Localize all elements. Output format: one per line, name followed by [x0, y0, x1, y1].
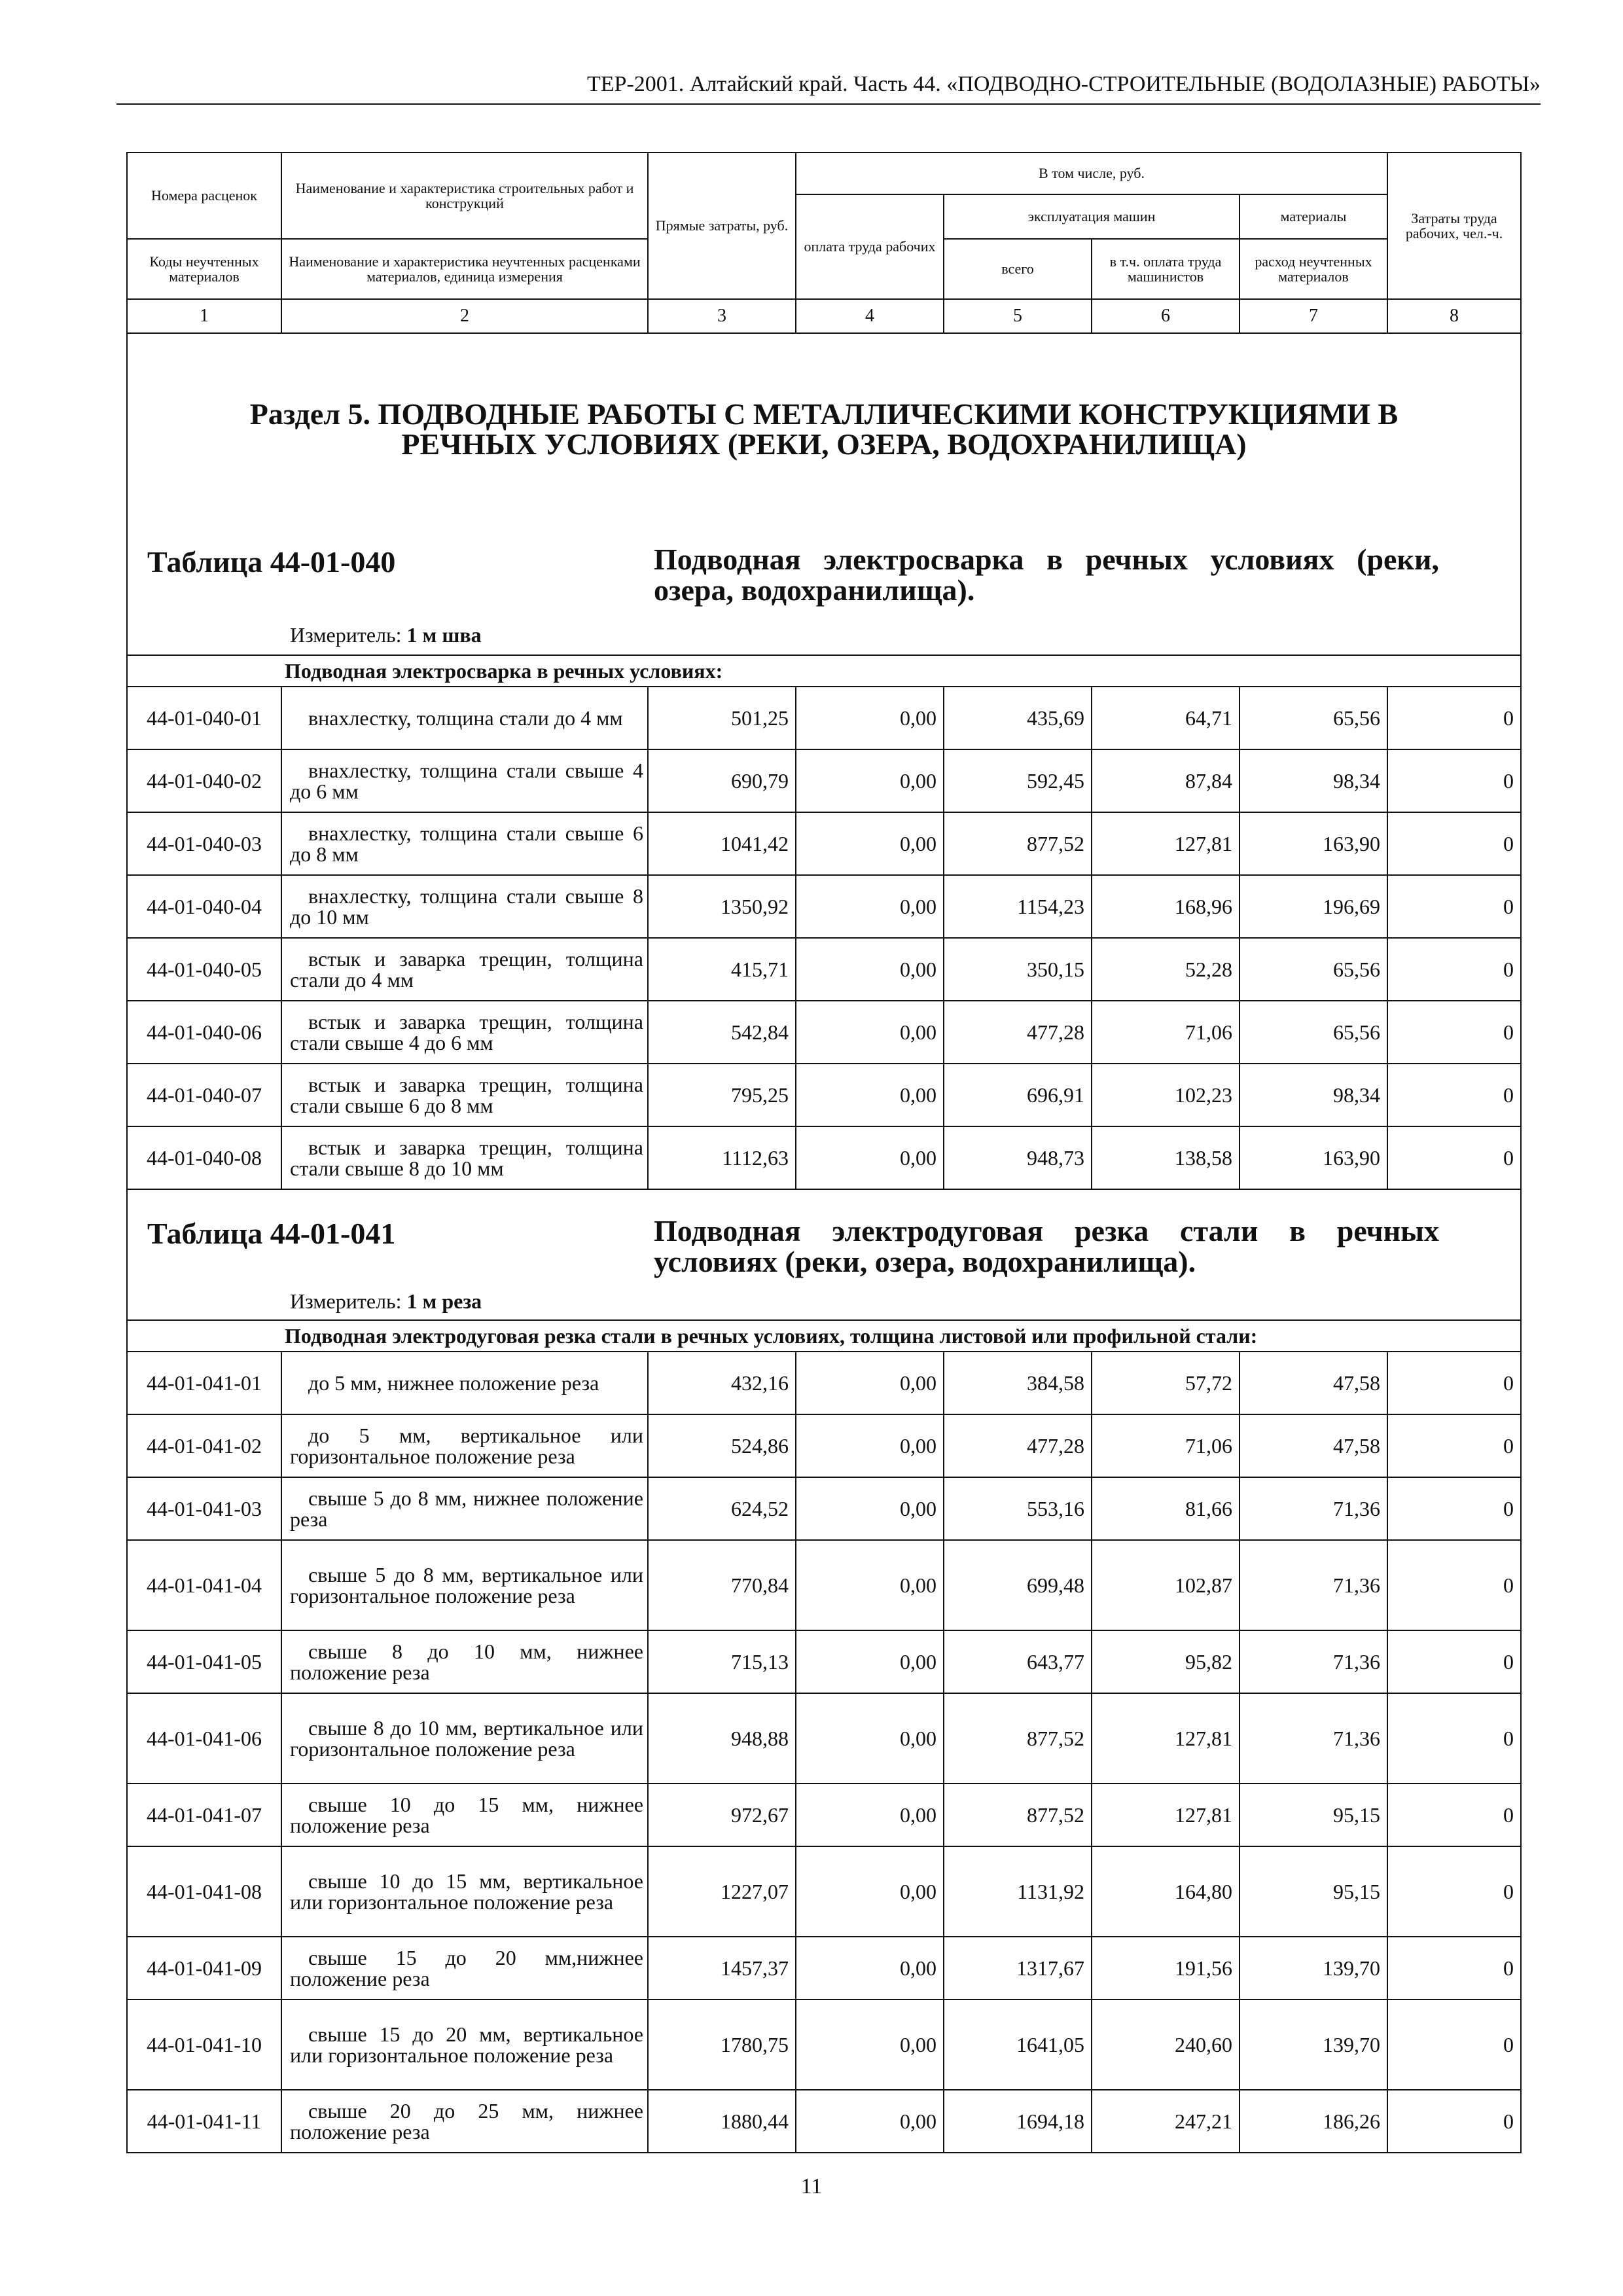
rate-code: 44-01-040-08 [127, 1126, 281, 1189]
worker-pay-value: 0,00 [796, 812, 944, 875]
direct-costs-value: 1350,92 [648, 875, 796, 938]
table-row [127, 938, 1521, 1001]
work-description [281, 1693, 648, 1784]
work-description-text: свыше 10 до 15 мм, нижнее положение реза [290, 1793, 643, 1837]
measure-unit: 1 м шва [406, 623, 482, 647]
operator-pay-value: 102,87 [1092, 1540, 1240, 1630]
table2-rows [127, 1352, 1521, 2153]
column-number: 7 [1240, 299, 1387, 333]
operator-pay-value: 127,81 [1092, 1693, 1240, 1784]
table2-name: Таблица 44-01-041 [147, 1217, 396, 1250]
header-operator-pay: в т.ч. оплата труда машинистов [1092, 239, 1240, 299]
rate-code: 44-01-041-04 [127, 1540, 281, 1630]
work-description-text: свыше 15 до 20 мм, вертикальное или горизонтальное положение реза [290, 2022, 643, 2067]
worker-pay-value: 0,00 [796, 1846, 944, 1937]
operator-pay-value: 81,66 [1092, 1477, 1240, 1540]
work-description-text: свыше 8 до 10 мм, вертикальное или горизонтальное положение реза [290, 1716, 643, 1761]
direct-costs-value: 795,25 [648, 1064, 796, 1126]
header-material-codes: Коды неучтенных материалов [127, 239, 281, 299]
direct-costs-value: 690,79 [648, 749, 796, 812]
page-header: ТЕР-2001. Алтайский край. Часть 44. «ПОДВОДНО-СТРОИТЕЛЬНЫЕ (ВОДОЛАЗНЫЕ) РАБОТЫ» [116, 72, 1541, 105]
section-title-line: Раздел 5. ПОДВОДНЫЕ РАБОТЫ С МЕТАЛЛИЧЕСКИМИ КОНСТРУКЦИЯМИ В [249, 397, 1399, 431]
rate-code: 44-01-041-03 [127, 1477, 281, 1540]
materials-value: 71,36 [1240, 1477, 1387, 1540]
machines-total-value: 477,28 [944, 1001, 1092, 1064]
direct-costs-value: 542,84 [648, 1001, 796, 1064]
machines-total-value: 643,77 [944, 1630, 1092, 1693]
worker-pay-value: 0,00 [796, 1784, 944, 1846]
work-description [281, 1630, 648, 1693]
materials-value: 95,15 [1240, 1784, 1387, 1846]
materials-value: 65,56 [1240, 687, 1387, 749]
direct-costs-value: 770,84 [648, 1540, 796, 1630]
labor-hours-value: 0 [1387, 1064, 1521, 1126]
materials-value: 95,15 [1240, 1846, 1387, 1937]
worker-pay-value: 0,00 [796, 1540, 944, 1630]
operator-pay-value: 52,28 [1092, 938, 1240, 1001]
work-description [281, 1784, 648, 1846]
labor-hours-value: 0 [1387, 1846, 1521, 1937]
operator-pay-value: 138,58 [1092, 1126, 1240, 1189]
worker-pay-value: 0,00 [796, 1937, 944, 2000]
rate-code: 44-01-041-06 [127, 1693, 281, 1784]
direct-costs-value: 524,86 [648, 1414, 796, 1477]
rate-code: 44-01-040-04 [127, 875, 281, 938]
work-description-text: внахлестку, толщина стали свыше 6 до 8 мм [290, 821, 643, 866]
labor-hours-value: 0 [1387, 875, 1521, 938]
table-row [127, 1937, 1521, 2000]
table1-rows [127, 687, 1521, 1189]
table-row [127, 687, 1521, 749]
header-materials: материалы [1240, 194, 1387, 239]
work-description-text: встык и заварка трещин, толщина стали свыше 4 до 6 мм [290, 1010, 643, 1054]
worker-pay-value: 0,00 [796, 2000, 944, 2090]
worker-pay-value: 0,00 [796, 687, 944, 749]
table-row [127, 812, 1521, 875]
worker-pay-value: 0,00 [796, 1693, 944, 1784]
work-description [281, 1937, 648, 2000]
materials-value: 98,34 [1240, 749, 1387, 812]
operator-pay-value: 247,21 [1092, 2090, 1240, 2153]
table2-group-title: Подводная электродуговая резка стали в речных условиях, толщина листовой или профильной стали: [127, 1320, 1521, 1352]
table2-header [127, 1189, 1521, 1320]
direct-costs-value: 1457,37 [648, 1937, 796, 2000]
labor-hours-value: 0 [1387, 1540, 1521, 1630]
work-description-text: до 5 мм, вертикальное или горизонтальное положение реза [290, 1424, 643, 1468]
work-description [281, 687, 648, 749]
worker-pay-value: 0,00 [796, 1001, 944, 1064]
materials-value: 71,36 [1240, 1693, 1387, 1784]
measure-label: Измеритель: [290, 1289, 402, 1313]
direct-costs-value: 972,67 [648, 1784, 796, 1846]
operator-pay-value: 127,81 [1092, 1784, 1240, 1846]
rate-code: 44-01-040-02 [127, 749, 281, 812]
table-row [127, 1126, 1521, 1189]
table-row [127, 1630, 1521, 1693]
header-rate-numbers: Номера расценок [127, 152, 281, 239]
machines-total-value: 696,91 [944, 1064, 1092, 1126]
machines-total-value: 1641,05 [944, 2000, 1092, 2090]
table1-name: Таблица 44-01-040 [147, 545, 396, 579]
rate-code: 44-01-041-10 [127, 2000, 281, 2090]
machines-total-value: 350,15 [944, 938, 1092, 1001]
machines-total-value: 1154,23 [944, 875, 1092, 938]
work-description [281, 875, 648, 938]
materials-value: 65,56 [1240, 1001, 1387, 1064]
labor-hours-value: 0 [1387, 749, 1521, 812]
worker-pay-value: 0,00 [796, 875, 944, 938]
rate-code: 44-01-041-01 [127, 1352, 281, 1414]
direct-costs-value: 715,13 [648, 1630, 796, 1693]
work-description-text: свыше 10 до 15 мм, вертикальное или горизонтальное положение реза [290, 1869, 643, 1914]
page-number: 11 [800, 2174, 823, 2198]
rate-code: 44-01-041-07 [127, 1784, 281, 1846]
labor-hours-value: 0 [1387, 1352, 1521, 1414]
work-description [281, 1001, 648, 1064]
direct-costs-value: 1041,42 [648, 812, 796, 875]
labor-hours-value: 0 [1387, 1126, 1521, 1189]
operator-pay-value: 57,72 [1092, 1352, 1240, 1414]
operator-pay-value: 87,84 [1092, 749, 1240, 812]
worker-pay-value: 0,00 [796, 2090, 944, 2153]
operator-pay-value: 95,82 [1092, 1630, 1240, 1693]
header-direct-costs: Прямые затраты, руб. [648, 152, 796, 299]
machines-total-value: 553,16 [944, 1477, 1092, 1540]
worker-pay-value: 0,00 [796, 1126, 944, 1189]
work-description-text: свыше 20 до 25 мм, нижнее положение реза [290, 2099, 643, 2144]
rate-code: 44-01-040-05 [127, 938, 281, 1001]
work-description-text: внахлестку, толщина стали свыше 8 до 10 мм [290, 884, 643, 929]
rate-code: 44-01-041-05 [127, 1630, 281, 1693]
materials-value: 163,90 [1240, 812, 1387, 875]
rate-code: 44-01-040-06 [127, 1001, 281, 1064]
column-number: 3 [648, 299, 796, 333]
work-description-text: до 5 мм, нижнее положение реза [308, 1371, 599, 1395]
column-number: 5 [944, 299, 1092, 333]
work-description [281, 749, 648, 812]
materials-value: 65,56 [1240, 938, 1387, 1001]
work-description-text: свыше 5 до 8 мм, нижнее положение реза [290, 1486, 643, 1531]
work-description [281, 938, 648, 1001]
materials-value: 71,36 [1240, 1630, 1387, 1693]
labor-hours-value: 0 [1387, 1630, 1521, 1693]
measure-label: Измеритель: [290, 623, 402, 647]
materials-value: 47,58 [1240, 1414, 1387, 1477]
table1-measure [290, 623, 482, 647]
work-description [281, 812, 648, 875]
labor-hours-value: 0 [1387, 1784, 1521, 1846]
operator-pay-value: 102,23 [1092, 1064, 1240, 1126]
rate-code: 44-01-040-03 [127, 812, 281, 875]
rate-code: 44-01-041-08 [127, 1846, 281, 1937]
work-description [281, 1352, 648, 1414]
labor-hours-value: 0 [1387, 2090, 1521, 2153]
work-description [281, 1126, 648, 1189]
labor-hours-value: 0 [1387, 1414, 1521, 1477]
machines-total-value: 877,52 [944, 812, 1092, 875]
materials-value: 47,58 [1240, 1352, 1387, 1414]
header-material-consumption: расход неучтенных материалов [1240, 239, 1387, 299]
table-row [127, 1352, 1521, 1414]
labor-hours-value: 0 [1387, 938, 1521, 1001]
work-description-text: свыше 5 до 8 мм, вертикальное или горизонтальное положение реза [290, 1563, 643, 1607]
materials-value: 98,34 [1240, 1064, 1387, 1126]
machines-total-value: 435,69 [944, 687, 1092, 749]
materials-value: 163,90 [1240, 1126, 1387, 1189]
worker-pay-value: 0,00 [796, 1414, 944, 1477]
materials-value: 196,69 [1240, 875, 1387, 938]
header-work-name: Наименование и характеристика строительных работ и конструкций [281, 152, 648, 239]
table1-description: Подводная электросварка в речных условиях (реки, озера, водохранилища). [654, 543, 1439, 607]
direct-costs-value: 1112,63 [648, 1126, 796, 1189]
work-description [281, 1846, 648, 1937]
rate-code: 44-01-041-11 [127, 2090, 281, 2153]
column-number: 1 [127, 299, 281, 333]
machines-total-value: 877,52 [944, 1693, 1092, 1784]
table1-group-title: Подводная электросварка в речных условиях: [127, 655, 1521, 687]
materials-value: 71,36 [1240, 1540, 1387, 1630]
table-row [127, 2090, 1521, 2153]
measure-unit: 1 м реза [406, 1289, 482, 1313]
table-row [127, 1477, 1521, 1540]
machines-total-value: 592,45 [944, 749, 1092, 812]
operator-pay-value: 71,06 [1092, 1414, 1240, 1477]
labor-hours-value: 0 [1387, 2000, 1521, 2090]
header-machines: эксплуатация машин [944, 194, 1240, 239]
labor-hours-value: 0 [1387, 1693, 1521, 1784]
work-description-text: встык и заварка трещин, толщина стали свыше 8 до 10 мм [290, 1136, 643, 1180]
header-labor-hours: Затраты труда рабочих, чел.-ч. [1387, 152, 1521, 299]
table-row [127, 1414, 1521, 1477]
machines-total-value: 477,28 [944, 1414, 1092, 1477]
direct-costs-value: 624,52 [648, 1477, 796, 1540]
direct-costs-value: 1227,07 [648, 1846, 796, 1937]
labor-hours-value: 0 [1387, 1937, 1521, 2000]
worker-pay-value: 0,00 [796, 1630, 944, 1693]
table-row [127, 1846, 1521, 1937]
work-description [281, 2090, 648, 2153]
section-and-table1-header [127, 333, 1521, 655]
machines-total-value: 1694,18 [944, 2090, 1092, 2153]
header-machines-total: всего [944, 239, 1092, 299]
direct-costs-value: 1780,75 [648, 2000, 796, 2090]
operator-pay-value: 64,71 [1092, 687, 1240, 749]
direct-costs-value: 948,88 [648, 1693, 796, 1784]
labor-hours-value: 0 [1387, 687, 1521, 749]
table-row [127, 2000, 1521, 2090]
machines-total-value: 877,52 [944, 1784, 1092, 1846]
price-table [126, 152, 1522, 2153]
labor-hours-value: 0 [1387, 1001, 1521, 1064]
work-description [281, 1477, 648, 1540]
table2-description: Подводная электродуговая резка стали в речных условиях (реки, озера, водохранилища). [654, 1214, 1439, 1278]
table2-measure [290, 1289, 482, 1314]
direct-costs-value: 415,71 [648, 938, 796, 1001]
materials-value: 186,26 [1240, 2090, 1387, 2153]
section-title [128, 399, 1520, 459]
work-description [281, 1064, 648, 1126]
rate-code: 44-01-041-09 [127, 1937, 281, 2000]
work-description-text: внахлестку, толщина стали свыше 4 до 6 мм [290, 759, 643, 803]
machines-total-value: 1131,92 [944, 1846, 1092, 1937]
materials-value: 139,70 [1240, 1937, 1387, 2000]
work-description [281, 2000, 648, 2090]
work-description-text: внахлестку, толщина стали до 4 мм [308, 706, 623, 730]
table-row [127, 1001, 1521, 1064]
table-row [127, 1540, 1521, 1630]
header-worker-pay: оплата труда рабочих [796, 194, 944, 299]
worker-pay-value: 0,00 [796, 1352, 944, 1414]
table-row [127, 749, 1521, 812]
table-row [127, 875, 1521, 938]
work-description [281, 1414, 648, 1477]
worker-pay-value: 0,00 [796, 1477, 944, 1540]
table-row [127, 1693, 1521, 1784]
materials-value: 139,70 [1240, 2000, 1387, 2090]
operator-pay-value: 191,56 [1092, 1937, 1240, 2000]
header-material-name: Наименование и характеристика неучтенных расценками материалов, единица измерения [281, 239, 648, 299]
work-description-text: свыше 8 до 10 мм, нижнее положение реза [290, 1640, 643, 1684]
table-row [127, 1064, 1521, 1126]
rate-code: 44-01-040-01 [127, 687, 281, 749]
direct-costs-value: 432,16 [648, 1352, 796, 1414]
worker-pay-value: 0,00 [796, 1064, 944, 1126]
worker-pay-value: 0,00 [796, 938, 944, 1001]
rate-code: 44-01-041-02 [127, 1414, 281, 1477]
machines-total-value: 948,73 [944, 1126, 1092, 1189]
work-description [281, 1540, 648, 1630]
labor-hours-value: 0 [1387, 812, 1521, 875]
operator-pay-value: 71,06 [1092, 1001, 1240, 1064]
rate-code: 44-01-040-07 [127, 1064, 281, 1126]
operator-pay-value: 164,80 [1092, 1846, 1240, 1937]
header-in-total: В том числе, руб. [796, 152, 1387, 194]
operator-pay-value: 168,96 [1092, 875, 1240, 938]
column-number: 2 [281, 299, 648, 333]
direct-costs-value: 501,25 [648, 687, 796, 749]
work-description-text: встык и заварка трещин, толщина стали свыше 6 до 8 мм [290, 1073, 643, 1117]
operator-pay-value: 127,81 [1092, 812, 1240, 875]
table-row [127, 1784, 1521, 1846]
operator-pay-value: 240,60 [1092, 2000, 1240, 2090]
direct-costs-value: 1880,44 [648, 2090, 796, 2153]
worker-pay-value: 0,00 [796, 749, 944, 812]
machines-total-value: 699,48 [944, 1540, 1092, 1630]
column-number: 4 [796, 299, 944, 333]
column-number: 6 [1092, 299, 1240, 333]
section-title-line: РЕЧНЫХ УСЛОВИЯХ (РЕКИ, ОЗЕРА, ВОДОХРАНИЛИЩА) [401, 427, 1247, 461]
column-number: 8 [1387, 299, 1521, 333]
labor-hours-value: 0 [1387, 1477, 1521, 1540]
work-description-text: встык и заварка трещин, толщина стали до 4 мм [290, 947, 643, 992]
machines-total-value: 384,58 [944, 1352, 1092, 1414]
work-description-text: свыше 15 до 20 мм,нижнее положение реза [290, 1946, 643, 1990]
machines-total-value: 1317,67 [944, 1937, 1092, 2000]
